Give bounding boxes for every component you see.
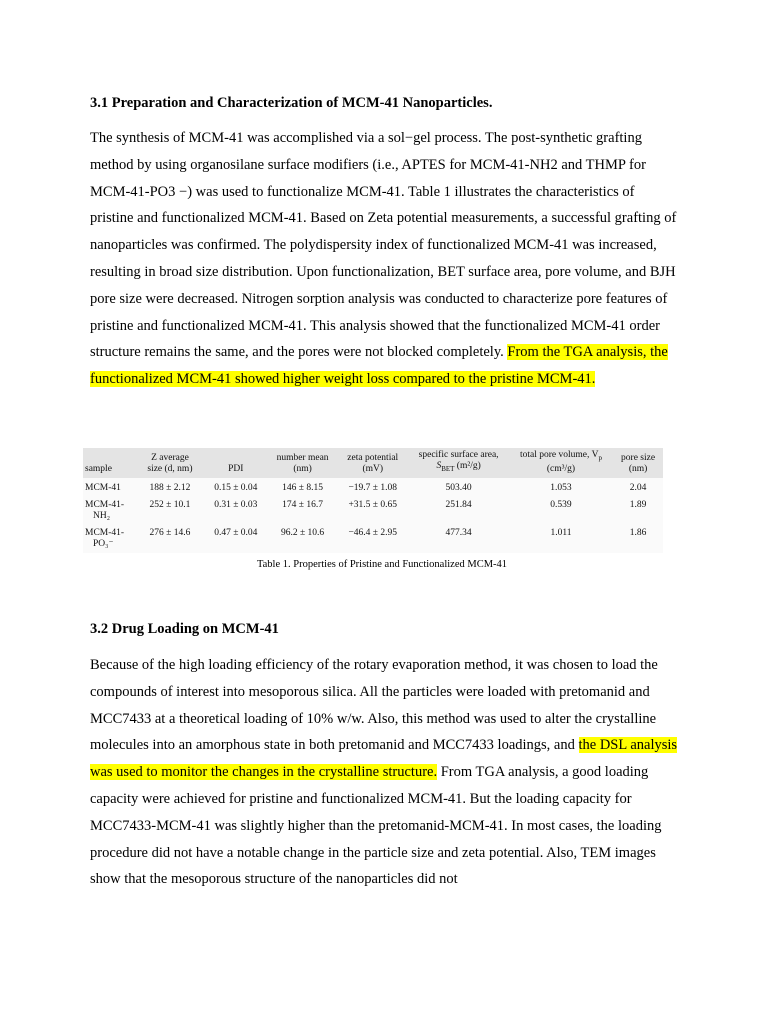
cell-number-mean: 96.2 ± 10.6 [280, 527, 325, 538]
header-pore-size: pore size (nm) [621, 452, 656, 474]
cell-sample: MCM-41 [85, 482, 121, 493]
properties-table-image [83, 448, 663, 553]
table-row [83, 478, 663, 497]
section-2-paragraph [90, 652, 680, 893]
section-2-highlighted-text: the DSL analysis was used to monitor the changes in the crystalline structure. [90, 737, 678, 781]
cell-sample: MCM-41- NH₂ [85, 499, 125, 521]
cell-pore-size: 1.89 [629, 499, 647, 510]
cell-surface-area: 503.40 [445, 482, 472, 493]
section-2-heading: 3.2 Drug Loading on MCM-41 [90, 621, 279, 637]
cell-zeta-potential: −19.7 ± 1.08 [348, 482, 398, 493]
header-zeta-potential: zeta potential (mV) [347, 452, 399, 474]
section-1-highlighted-text: From the TGA analysis, the functionalized MCM-41 showed higher weight loss compared to the pristine MCM-41. [90, 344, 668, 388]
cell-pore-size: 2.04 [629, 482, 647, 493]
table-row [83, 497, 663, 525]
cell-pdi: 0.47 ± 0.04 [214, 527, 258, 538]
cell-pdi: 0.15 ± 0.04 [214, 482, 258, 493]
table-row [83, 525, 663, 553]
header-specific-surface-area: specific surface area, $S_{BET}$ (m²/g) [418, 450, 499, 473]
cell-z-average: 252 ± 10.1 [149, 499, 191, 510]
header-sample: sample [85, 463, 112, 474]
cell-pore-size: 1.86 [629, 527, 647, 538]
table-caption: Table 1. Properties of Pristine and Functionalized MCM-41 [256, 559, 508, 570]
section-1-text: The synthesis of MCM-41 was accomplished via a sol−gel process. The post-synthetic grafting method by using organosilane surface modifiers (i.e., APTES for MCM-41-NH2 and THMP for MCM-41-PO3 −) was used to functionalize MCM-41. Table 1 illustrates the characteristics of pristine and functionalized MCM-41. Based on Zeta potential measurements, a successful grafting of nanoparticles was confirmed. The polydispersity index of functionalized MCM-41 was increased, resulting in broad size distribution. Upon functionalization, BET surface area, pore volume, and BJH pore size were decreased. Nitrogen sorption analysis was conducted to characterize pore features of pristine and functionalized MCM-41. This analysis showed that the functionalized MCM-41 order structure remains the same, and the pores were not blocked completely. [90, 130, 677, 361]
section-1-paragraph [90, 125, 680, 393]
cell-zeta-potential: −46.4 ± 2.95 [348, 527, 398, 538]
header-z-average: Z average size (d, nm) [147, 452, 193, 474]
cell-pore-volume: 1.053 [550, 482, 572, 493]
cell-number-mean: 146 ± 8.15 [282, 482, 323, 493]
cell-surface-area: 251.84 [445, 499, 472, 510]
section-1-heading: 3.1 Preparation and Characterization of MCM-41 Nanoparticles. [90, 95, 493, 111]
section-2-text-continued: From TGA analysis, a good loading capacity were achieved for pristine and functionalized MCM-41. But the loading capacity for MCC7433-MCM-41 was slightly higher than the pretomanid-MCM-41. In most cases, the loading procedure did not have a notable change in the particle size and zeta potential. Also, TEM images show that the mesoporous structure of the nanoparticles did not [90, 764, 662, 888]
cell-z-average: 188 ± 2.12 [149, 482, 191, 493]
table-header-row [83, 448, 663, 478]
cell-pore-volume: 1.011 [550, 527, 572, 538]
cell-pdi: 0.31 ± 0.03 [214, 499, 258, 510]
header-number-mean: number mean (nm) [276, 452, 329, 474]
cell-surface-area: 477.34 [445, 527, 472, 538]
cell-number-mean: 174 ± 16.7 [282, 499, 323, 510]
properties-table [83, 448, 663, 553]
cell-sample: MCM-41- PO₃⁻ [85, 527, 125, 549]
section-2-text: Because of the high loading efficiency of the rotary evaporation method, it was chosen to load the compounds of interest into mesoporous silica. All the particles were loaded with pretomanid and MCC7433 at a theoretical loading of 10% w/w. Also, this method was used to alter the crystalline molecules into an amorphous state in both pretomanid and MCC7433 loadings, and [90, 657, 658, 754]
cell-z-average: 276 ± 14.6 [149, 527, 191, 538]
header-total-pore-volume: total pore volume, $V_p$ (cm³/g) [519, 450, 602, 474]
cell-pore-volume: 0.539 [550, 499, 572, 510]
cell-zeta-potential: +31.5 ± 0.65 [348, 499, 398, 510]
header-pdi: PDI [228, 463, 244, 474]
